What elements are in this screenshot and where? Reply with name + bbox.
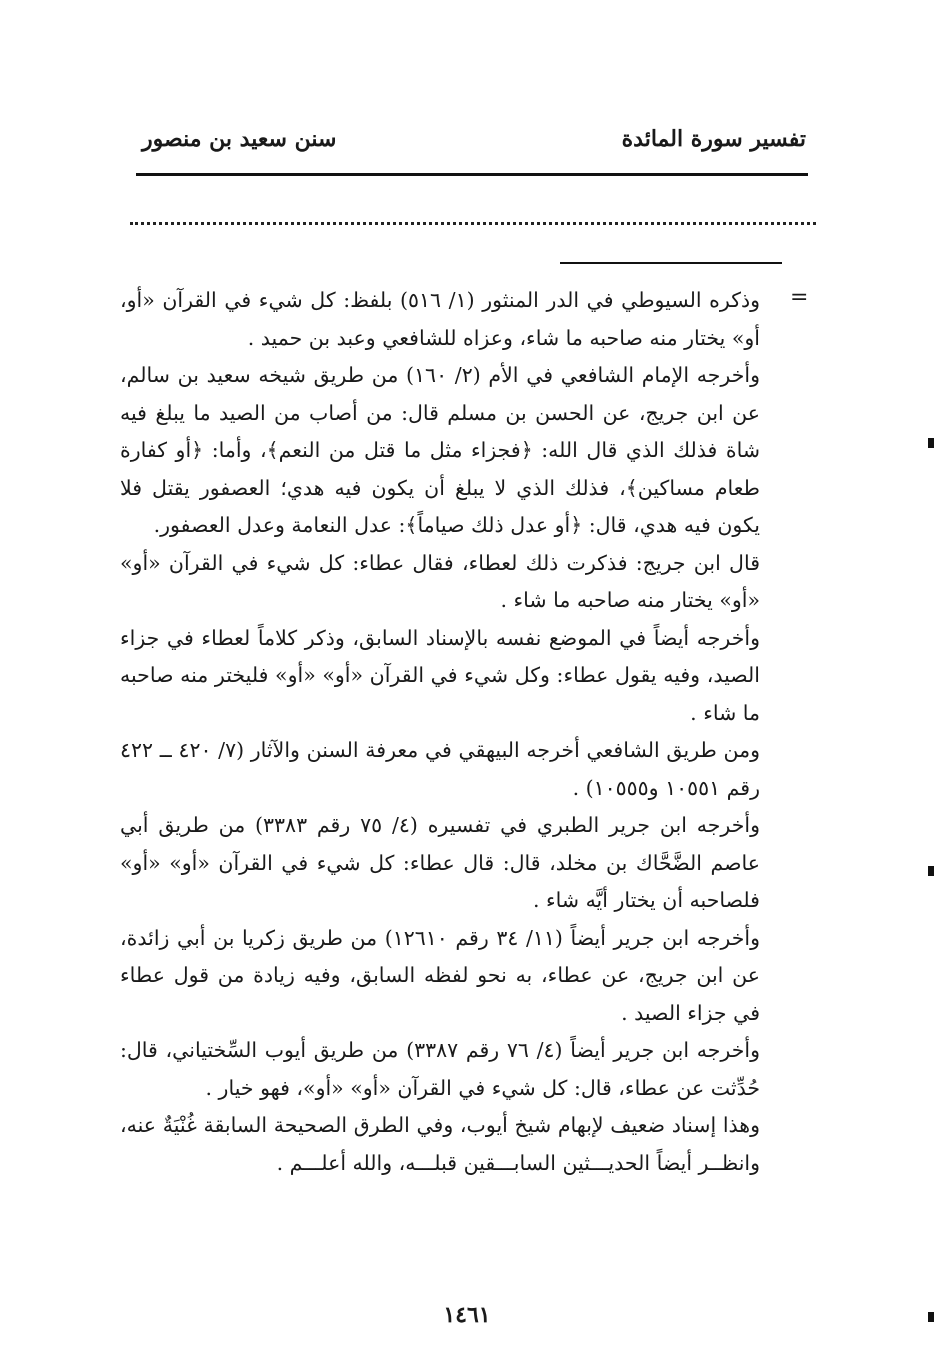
- margin-mark: [928, 1312, 934, 1322]
- running-header-chapter: تفسير سورة المائدة: [621, 126, 806, 152]
- paragraph: وأخرجه أيضاً في الموضع نفسه بالإسناد السابق، وذكر كلاماً لعطاء في جزاء الصيد، وفيه يقول عطاء: وكل شيء في القرآن «أو» «أو» فليختر منه صاحبه ما شاء .: [120, 625, 760, 725]
- paragraph: وأخرجه ابن جرير أيضاً (٤/ ٧٦ رقم ٣٣٨٧) من طريق أيوب السِّختياني، قال: حُدِّثت عن عطاء، قال: كل شيء في القرآن «أو» «أو»، فهو خيار .: [120, 1038, 760, 1100]
- margin-mark: [928, 438, 934, 448]
- footnote-body: [120, 282, 760, 1182]
- paragraph: وأخرجه ابن جرير الطبري في تفسيره (٤/ ٧٥ رقم ٣٣٨٣) من طريق أبي عاصم الضَّحَّاك بن مخلد، قال: قال عطاء: كل شيء في القرآن «أو» «أو» فلصاحبه أن يختار أيَّه شاء .: [120, 813, 760, 912]
- footnote-continuation-marker: =: [790, 285, 809, 310]
- footnote-separator: [560, 262, 782, 264]
- dotted-divider: [130, 222, 816, 225]
- paragraph: وذكره السيوطي في الدر المنثور (١/ ٥١٦) بلفظ: كل شيء في القرآن «أو، أو» يختار منه صاحبه ما شاء، وعزاه للشافعي وعبد بن حميد .: [120, 288, 760, 350]
- paragraph: ومن طريق الشافعي أخرجه البيهقي في معرفة السنن والآثار (٧/ ٤٢٠ ــ ٤٢٢ رقم ١٠٥٥١ و١٠٥٥٥) .: [120, 738, 760, 800]
- paragraph: وأخرجه ابن جرير أيضاً (١١/ ٣٤ رقم ١٢٦١٠) من طريق زكريا بن أبي زائدة، عن ابن جريج، عن عطاء، به نحو لفظه السابق، وفيه زيادة من قول عطاء في جزاء الصيد .: [120, 925, 760, 1025]
- paragraph: وأخرجه الإمام الشافعي في الأم (٢/ ١٦٠) من طريق شيخه سعيد بن سالم، عن ابن جريج، عن الحسن بن مسلم قال: من أصاب من الصيد ما يبلغ فيه شاة فذلك الذي قال الله: ﴿فجزاء مثل ما قتل من النعم﴾، وأما: ﴿أو كفارة طعام مساكين﴾، فذلك الذي لا يبلغ أن يكون فيه هدي؛ العصفور يقتل فلا يكون فيه هدي، قال: ﴿أو عدل ذلك صياماً﴾: عدل النعامة وعدل العصفور.: [120, 363, 760, 537]
- running-header-book: سنن سعيد بن منصور: [142, 126, 337, 152]
- page-number: ١٤٦١: [443, 1302, 491, 1328]
- header-divider: [136, 173, 808, 176]
- paragraph: وهذا إسناد ضعيف لإبهام شيخ أيوب، وفي الطرق الصحيحة السابقة غُنْيَةٌ عنه، وانظــر أيضاً الحديـــثين السابـــقين قبلـــه، والله أعلـــم .: [120, 1113, 760, 1175]
- margin-mark: [928, 866, 934, 876]
- paragraph: قال ابن جريج: فذكرت ذلك لعطاء، فقال عطاء: كل شيء في القرآن «أو» «أو» يختار منه صاحبه ما شاء .: [120, 550, 760, 612]
